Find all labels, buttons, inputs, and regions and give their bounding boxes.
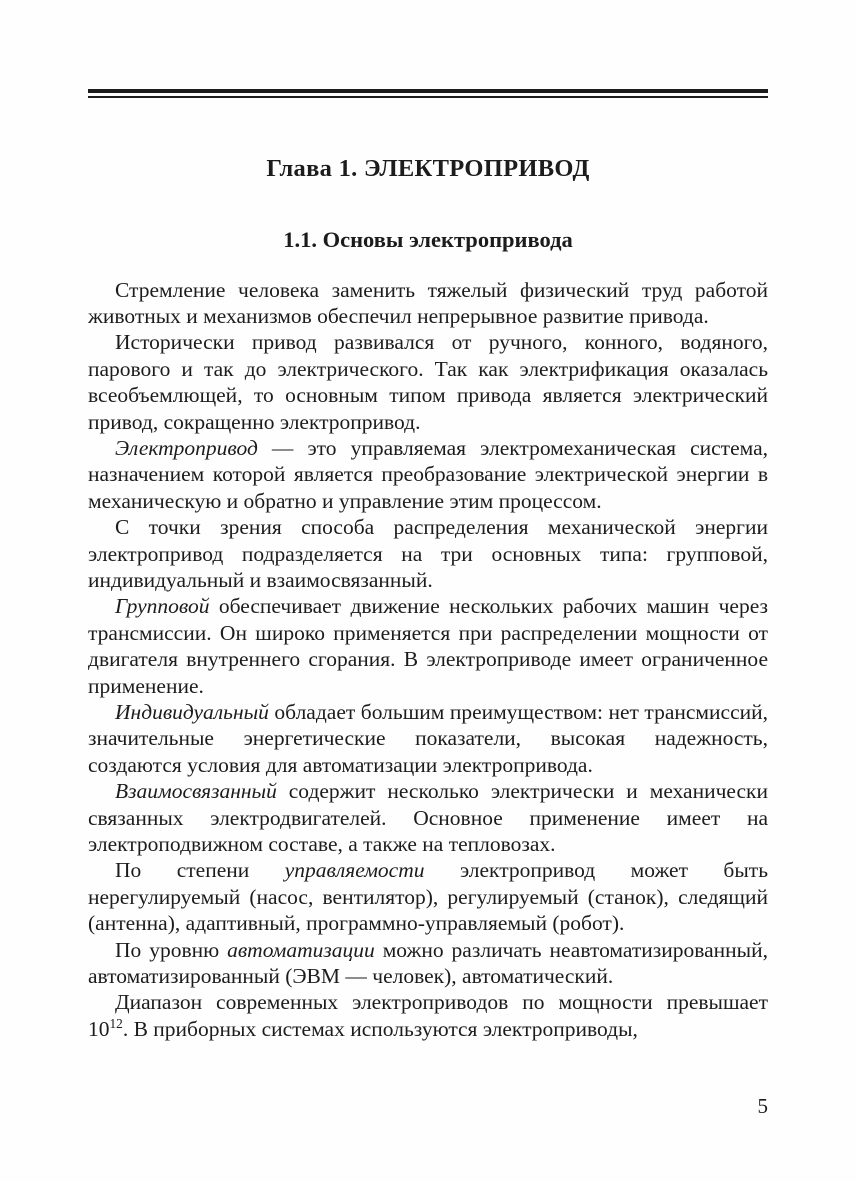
paragraph [88, 778, 768, 857]
paragraph [88, 937, 768, 990]
text-segment: обеспечивает движение нескольких рабочих машин через трансмиссии. Он широко применяется при распределении мощности от двигателя внутреннего сгорания. В электроприводе имеет ограниченное применение. [88, 594, 768, 698]
superscript-text: 12 [109, 1015, 123, 1031]
header-double-rule [88, 89, 768, 98]
page-content [88, 0, 768, 1042]
paragraph [88, 593, 768, 699]
paragraph [88, 989, 768, 1042]
emphasized-term: Электропривод [115, 435, 258, 460]
emphasized-term: управляемости [284, 858, 425, 883]
chapter-title: Глава 1. ЭЛЕКТРОПРИВОД [266, 154, 590, 182]
text-segment: Стремление человека заменить тяжелый физический труд работой животных и механизмов обеспечил непрерывное развитие привода. [88, 277, 768, 328]
emphasized-term: Индивидуальный [115, 700, 269, 724]
text-segment: . В приборных системах используются электроприводы, [122, 1016, 638, 1041]
paragraph [88, 514, 768, 593]
emphasized-term: Групповой [115, 594, 210, 619]
body-text [88, 277, 768, 1043]
section-title: 1.1. Основы электропривода [283, 226, 573, 252]
text-segment: Диапазон современных электроприводов по мощности превышает 10 [88, 990, 768, 1041]
emphasized-term: автоматизации [227, 937, 375, 962]
page-number: 5 [757, 1094, 768, 1118]
text-segment: электропривод может быть нерегулируемый (насос, вентилятор), регулируемый (станок), следящий (антенна), адаптивный, программно-управляемый (робот). [88, 858, 768, 936]
text-segment: По уровню [115, 937, 228, 962]
text-segment: — это управляемая электромеханическая система, назначением которой является преобразование электрической энергии в механическую и обратно и управление этим процессом. [88, 435, 768, 513]
paragraph [88, 329, 768, 435]
emphasized-term: Взаимосвязанный [115, 779, 277, 804]
text-segment: С точки зрения способа распределения механической энергии электропривод подразделяется на три основных типа: групповой, индивидуальный и взаимосвязанный. [88, 515, 768, 592]
paragraph [88, 857, 768, 936]
paragraph [88, 435, 768, 514]
text-segment: Исторически привод развивался от ручного, конного, водяного, парового и так до электрического. Так как электрификация оказалась всеобъемлющей, то основным типом привода является электрический привод, сокращенно электропривод. [88, 330, 768, 434]
text-segment: содержит несколько электрически и механически связанных электродвигателей. Основное применение имеет на электроподвижном составе, а также на тепловозах. [88, 779, 768, 857]
paragraph [88, 699, 768, 778]
text-segment: можно различать неавтоматизированный, автоматизированный (ЭВМ — человек), автоматический. [88, 937, 769, 989]
text-segment: обладает большим преимуществом: нет трансмиссий, значительные энергетические показатели, высокая надежность, создаются условия для автоматизации электропривода. [88, 700, 768, 777]
text-segment: По степени [115, 858, 285, 883]
paragraph [88, 277, 768, 330]
